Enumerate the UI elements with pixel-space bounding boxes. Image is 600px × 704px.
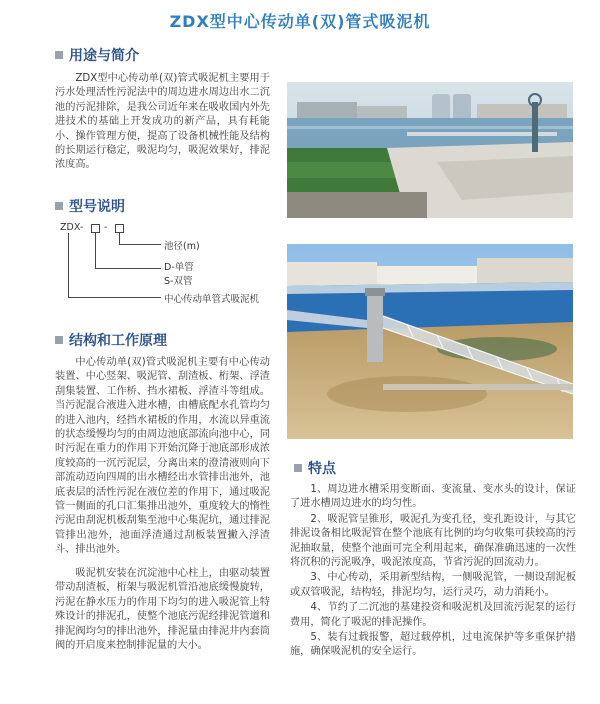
feature-item: 1、周边进水槽采用变断面、变流量、变水头的设计，保证了进水槽周边进水的均匀性。 xyxy=(290,484,576,510)
bullet-square-icon xyxy=(55,51,63,59)
model-prefix: ZDX xyxy=(60,222,81,233)
label-product-name: 中心传动单管式吸泥机 xyxy=(164,294,260,305)
connector-line xyxy=(68,233,69,298)
connector-line xyxy=(119,244,161,245)
connector-line xyxy=(68,297,161,298)
label-diameter: 池径(m) xyxy=(164,241,200,252)
intro-text: ZDX型中心传动单(双)管式吸泥机主要用于污水处理活性污泥法中的周边进水周边出水二沉池的污泥排除，是我公司近年来在吸收国内外先进技术的基础上开发成功的新产品，具有耗能小、操作管理方便，提高了设备机械性能及结构的长期运行稳定，吸泥均匀，吸泥效果好，排泥浓度高。 xyxy=(55,73,270,171)
structure-text-2: 吸泥机安装在沉淀池中心柱上，由驱动装置带动刮渣板，桁架与吸泥机管沿池底缓慢旋转，污泥在静水压力的作用下均匀的进入吸泥管上特殊设计的排泥孔，使整个池底污泥经排泥管道和排泥阀均匀的排出池外，排泥量由排泥井内套筒阀的开启度来控制排泥量的大小。 xyxy=(55,568,270,652)
model-dash-2: - xyxy=(104,222,108,233)
model-heading-label: 型号说明 xyxy=(69,199,125,215)
page-title: ZDX型中心传动单(双)管式吸泥机 xyxy=(169,12,431,31)
bullet-square-icon xyxy=(55,336,63,344)
intro-heading-label: 用途与简介 xyxy=(69,48,139,64)
label-double-pipe: S-双管 xyxy=(164,276,193,287)
connector-line xyxy=(95,268,161,269)
features-list xyxy=(290,483,576,660)
clarifier-outdoor-photo xyxy=(287,82,573,218)
clarifier-outdoor-image xyxy=(287,82,573,218)
clarifier-basin-image xyxy=(287,244,573,439)
connector-line xyxy=(95,233,96,269)
features-heading xyxy=(294,458,336,478)
intro-heading xyxy=(55,45,139,65)
model-dash-1: - xyxy=(80,222,84,233)
bullet-square-icon xyxy=(294,464,302,472)
structure-heading xyxy=(55,330,167,350)
feature-item: 2、吸泥管呈锥形，吸泥孔为变孔径，变孔距设计，与其它排泥设备相比吸泥管在整个池底有比例的均匀收集可获较高的污泥抽取量，使整个池面可完全利用起来，确保准确迅速的一次性将沉积的污泥吸净，吸泥浓度高，节省污泥的回流动力。 xyxy=(290,513,576,569)
label-single-pipe: D-单管 xyxy=(164,262,194,273)
feature-item: 4、节约了二沉池的基建投资和吸泥机及回流污泥泵的运行费用，简化了吸泥的排泥操作。 xyxy=(290,602,576,628)
structure-text-1: 中心传动单(双)管式吸泥机主要有中心传动装置、中心竖架、吸泥管、刮渣板、桁架、浮渣刮集装置、工作桥、挡水裙板、浮渣斗等组成。当污泥混合液进入进水槽，由槽底配水孔管均匀的进入池内，经挡水裙板的作用，水流以异重流的状态缓慢均匀的由周边池底部流向池中心，同时污泥在重力的作用下开始沉降于池底部形成浓度较高的一沉污泥层，分离出来的澄清液则向下部流动迈向四周的出水槽经出水管排出池外，池底表层的活性污泥在液位差的作用下，通过吸泥管一侧面的孔口汇集排出池外，重度较大的惰性污泥由刮泥机板刮集至池中心集泥坑，通过排泥管排出池外，池面浮渣通过刮板装置撇入浮渣斗、排出池外。 xyxy=(55,357,270,556)
feature-item: 3、中心传动，采用新型结构，一侧吸泥管，一侧设刮泥板或双管吸泥，结构轻，排泥均匀，运行灵巧，动力消耗小。 xyxy=(290,572,576,598)
features-heading-label: 特点 xyxy=(308,461,336,477)
structure-heading-label: 结构和工作原理 xyxy=(69,333,167,349)
clarifier-empty-basin-photo xyxy=(287,244,573,439)
model-heading xyxy=(55,196,125,216)
model-box-2 xyxy=(115,224,124,233)
feature-item: 5、装有过载报警，超过载停机，过电流保护等多重保护措施，确保吸泥机的安全运行。 xyxy=(290,632,576,658)
model-box-1 xyxy=(91,224,100,233)
bullet-square-icon xyxy=(55,202,63,210)
